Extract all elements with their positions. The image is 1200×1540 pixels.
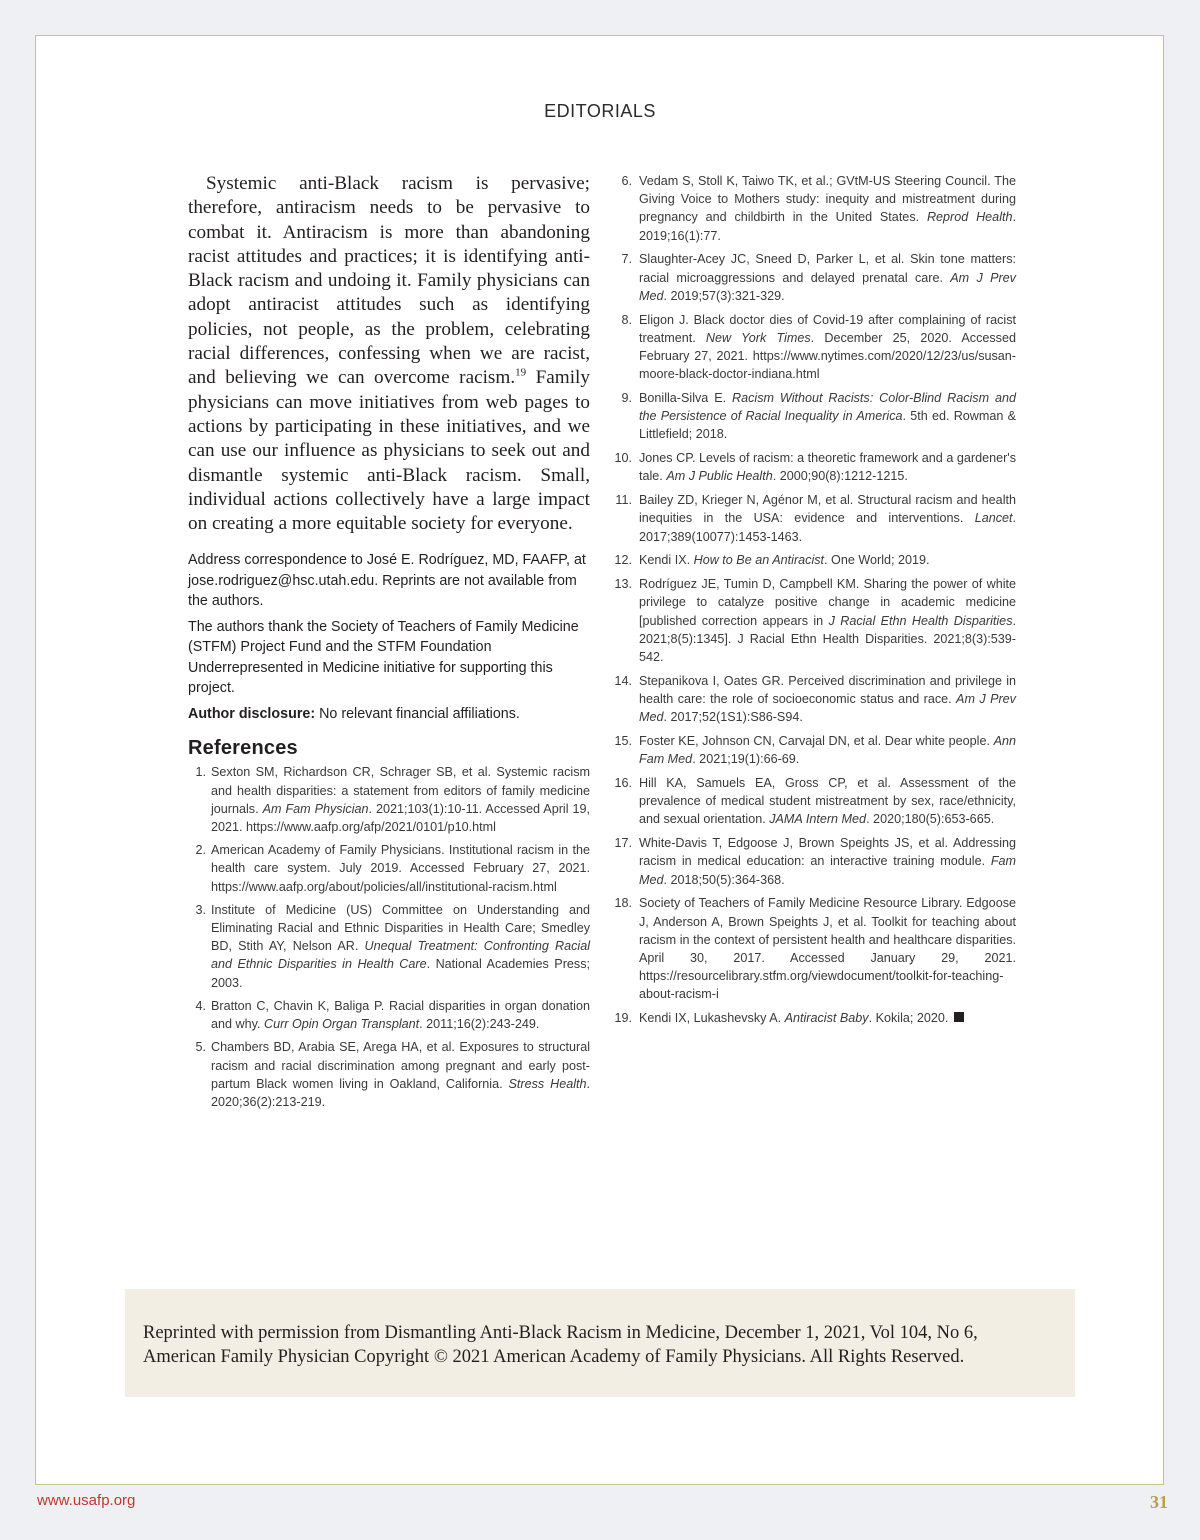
- reference-item: [612, 491, 1016, 546]
- reference-item: [612, 250, 1016, 305]
- reference-text: Hill KA, Samuels EA, Gross CP, et al. Assessment of the prevalence of medical student mistreatment by sex, race/ethnicity, and sexual orientation.: [639, 776, 1016, 827]
- reference-text: Sexton SM, Richardson CR, Schrager SB, et al. Systemic racism and health disparities: a statement from editors of family medicine journals.: [211, 765, 590, 816]
- reference-text: Chambers BD, Arabia SE, Arega HA, et al. Exposures to structural racism and racial discrimination among pregnant and early post-partum Black women living in Oakland, California.: [211, 1040, 590, 1091]
- reference-item: [612, 672, 1016, 727]
- disclosure-note: [188, 704, 590, 725]
- reference-text: Bonilla-Silva E.: [639, 391, 733, 406]
- reference-number: 9.: [621, 391, 632, 406]
- disclosure-label: Author disclosure:: [188, 705, 316, 722]
- citation-superscript: 19: [515, 366, 527, 379]
- reference-source: Antiracist Baby: [784, 1011, 869, 1026]
- reference-text: Institute of Medicine (US) Committee on Understanding and Eliminating Racial and Ethnic Disparities in Health Care; Smedley BD, Stith AY, Nelson AR.: [211, 902, 590, 954]
- reference-source: JAMA Intern Med: [769, 812, 867, 827]
- reference-text: American Academy of Family Physicians. Institutional racism in the health care system. July 2019. Accessed February 27, 2021. https://www.aafp.org/about/policies/all/institutional-racism.html: [211, 843, 590, 894]
- reference-text: Jones CP. Levels of racism: a theoretic framework and a gardener's tale.: [639, 451, 1016, 484]
- reference-item: [612, 834, 1016, 889]
- reference-item: [188, 763, 590, 836]
- reference-number: 8.: [621, 312, 632, 327]
- reference-text: Slaughter-Acey JC, Sneed D, Parker L, et al. Skin tone matters: racial microaggressions and delayed prenatal care.: [639, 252, 1016, 285]
- reference-text: Kendi IX, Lukashevsky A.: [639, 1011, 785, 1026]
- reference-source: Racism Without Racists: Color-Blind Racism and the Persistence of Racial Inequality in America: [639, 391, 1016, 424]
- reference-item: [612, 1009, 1016, 1027]
- reference-text: Kendi IX.: [639, 553, 694, 568]
- acknowledgment-note: The authors thank the Society of Teachers of Family Medicine (STFM) Project Fund and the STFM Foundation Underrepresented in Medicine initiative for supporting this project.: [188, 618, 579, 697]
- reference-source: Am J Prev Med: [639, 270, 1016, 303]
- reference-source: J Racial Ethn Health Disparities: [828, 613, 1013, 628]
- reference-details: . December 25, 2020. Accessed February 27, 2021. https://www.nytimes.com/2020/12/23/us/susan-moore-black-doctor-indiana.html: [639, 330, 1016, 382]
- reference-text: Bailey ZD, Krieger N, Agénor M, et al. Structural racism and health inequities in the USA: evidence and interventions.: [639, 493, 1016, 526]
- reference-text: Bratton C, Chavin K, Baliga P. Racial disparities in organ donation and why.: [211, 998, 590, 1032]
- reference-source: Curr Opin Organ Transplant: [263, 1017, 420, 1032]
- reference-source: Am J Prev Med: [639, 692, 1016, 725]
- reference-source: Lancet: [974, 511, 1013, 526]
- reference-details: . 2000;90(8):1212-1215.: [772, 469, 908, 484]
- reference-number: 18.: [614, 896, 632, 911]
- footer-url-link[interactable]: www.usafp.org: [37, 1492, 136, 1509]
- reference-item: [612, 449, 1016, 485]
- reference-number: 6.: [621, 174, 632, 188]
- reference-text: Eligon J. Black doctor dies of Covid-19 after complaining of racist treatment.: [639, 312, 1016, 345]
- left-column: [188, 172, 590, 1116]
- reference-number: 12.: [614, 553, 632, 568]
- end-of-article-mark: [954, 1012, 964, 1022]
- reference-details: . 2019;16(1):77.: [639, 210, 1016, 243]
- reference-text: Society of Teachers of Family Medicine Resource Library. Edgoose J, Anderson A, Brown Speights J, et al. Toolkit for teaching about racism in the context of persistent health and healthcare disparities. April 30, 2017. Accessed January 29, 2021. https://resourcelibrary.stfm.org/viewdocument/toolkit-for-teaching-about-racism-i: [639, 896, 1016, 1002]
- reference-source: Fam Med: [639, 854, 1016, 887]
- reference-source: Reprod Health: [926, 210, 1013, 225]
- reference-details: . 5th ed. Rowman & Littlefield; 2018.: [639, 409, 1016, 442]
- reference-source: New York Times: [705, 330, 811, 345]
- reprint-notice: [125, 1289, 1075, 1397]
- section-label: EDITORIALS: [544, 101, 656, 121]
- reference-source: How to Be an Antiracist: [693, 553, 825, 568]
- reference-details: . One World; 2019.: [824, 553, 930, 568]
- references-heading: References: [188, 737, 298, 760]
- reference-text: White-Davis T, Edgoose J, Brown Speights JS, et al. Addressing racism in medical education: an interactive training module.: [639, 836, 1016, 869]
- reference-number: 15.: [614, 734, 632, 749]
- reference-number: 2.: [195, 843, 206, 858]
- reference-details: . 2017;389(10077):1453-1463.: [639, 511, 1016, 544]
- reference-item: [612, 575, 1016, 666]
- references-list-left: [188, 763, 590, 1111]
- body-paragraph-text-1: Systemic anti-Black racism is pervasive; therefore, antiracism needs to be pervasive to combat it. Antiracism is more than abandoning racist attitudes and practices; it is identifying anti-Black racism and undoing it. Family physicians can adopt antiracist attitudes such as identifying policies, not people, as the problem, celebrating racial differences, confessing when we are racist, and believing we can overcome racism.: [188, 173, 590, 389]
- reference-item: [188, 841, 590, 896]
- reference-text: Stepanikova I, Oates GR. Perceived discrimination and privilege in health care: the role of socioeconomic status and race.: [639, 673, 1016, 707]
- reference-number: 14.: [614, 673, 632, 688]
- reference-number: 13.: [614, 577, 632, 592]
- correspondence-note: Address correspondence to José E. Rodríguez, MD, FAAFP, at jose.rodriguez@hsc.utah.edu. Reprints are not available from the authors.: [188, 552, 586, 610]
- reprint-line-2: American Family Physician Copyright © 2021 American Academy of Family Physicians. All Rights Reserved.: [143, 1346, 965, 1367]
- reference-source: Ann Fam Med: [639, 734, 1016, 767]
- reference-details: . 2011;16(2):243-249.: [419, 1017, 540, 1032]
- reference-text: Vedam S, Stoll K, Taiwo TK, et al.; GVtM-US Steering Council. The Giving Voice to Mothers study: inequity and mistreatment during pregnancy and childbirth in the United States.: [639, 174, 1016, 225]
- references-list-right: [612, 172, 1016, 1027]
- reference-source: Am J Public Health: [666, 469, 773, 484]
- reference-details: . 2018;50(5):364-368.: [663, 872, 785, 887]
- reference-item: [612, 774, 1016, 829]
- page-number: 31: [1150, 1492, 1168, 1512]
- reference-item: [612, 732, 1016, 768]
- reference-number: 7.: [621, 252, 632, 267]
- reference-details: . 2019;57(3):321-329.: [663, 288, 785, 303]
- reference-text: Rodríguez JE, Tumin D, Campbell KM. Sharing the power of white privilege to catalyze positive change in academic medicine [published correction appears in: [639, 577, 1016, 628]
- reference-details: . 2020;36(2):213-219.: [211, 1076, 591, 1109]
- reference-number: 10.: [614, 451, 632, 466]
- reference-number: 1.: [195, 765, 206, 780]
- reference-text: Foster KE, Johnson CN, Carvajal DN, et al. Dear white people.: [639, 734, 994, 749]
- reference-details: . Kokila; 2020.: [868, 1011, 949, 1026]
- reference-source: Stress Health: [508, 1076, 587, 1091]
- reference-details: . 2017;52(1S1):S86-S94.: [663, 710, 803, 725]
- reference-number: 17.: [614, 836, 632, 851]
- reference-item: [612, 551, 1016, 569]
- reference-item: [188, 901, 590, 992]
- reference-source: Unequal Treatment: Confronting Racial and Ethnic Disparities in Health Care: [211, 939, 590, 972]
- reference-number: 11.: [615, 493, 632, 508]
- reference-item: [612, 389, 1016, 444]
- reference-number: 16.: [614, 776, 632, 791]
- body-paragraph: [188, 172, 590, 536]
- right-column: [612, 172, 1016, 1033]
- reference-item: [188, 997, 590, 1033]
- reference-number: 4.: [195, 998, 206, 1013]
- reference-details: . 2021;19(1):66-69.: [692, 752, 800, 767]
- reference-number: 19.: [614, 1011, 632, 1026]
- reference-number: 3.: [195, 902, 206, 917]
- reference-source: Am Fam Physician: [262, 801, 369, 816]
- reference-details: . 2021;8(5):1345]. J Racial Ethn Health Disparities. 2021;8(3):539-542.: [639, 613, 1016, 665]
- body-paragraph-text-2: Family physicians can move initiatives from web pages to actions by participating in these initiatives, and we can use our influence as physicians to seek out and dismantle systemic anti-Black racism. Small, individual actions collectively have a large impact on creating a more equitable society for everyone.: [188, 367, 590, 535]
- reference-item: [612, 311, 1016, 384]
- reprint-line-1: Reprinted with permission from Dismantling Anti-Black Racism in Medicine, December 1, 2021, Vol 104, No 6,: [143, 1323, 978, 1343]
- reference-details: . 2020;180(5):653-665.: [866, 812, 995, 827]
- reference-item: [612, 172, 1016, 245]
- reference-details: . 2021;103(1):10-11. Accessed April 19, 2021. https://www.aafp.org/afp/2021/0101/p10.html: [211, 801, 590, 835]
- disclosure-text: No relevant financial affiliations.: [315, 705, 520, 722]
- reference-number: 5.: [195, 1040, 206, 1055]
- reference-item: [612, 894, 1016, 1003]
- reference-item: [188, 1038, 590, 1111]
- reference-details: . National Academies Press; 2003.: [211, 957, 590, 990]
